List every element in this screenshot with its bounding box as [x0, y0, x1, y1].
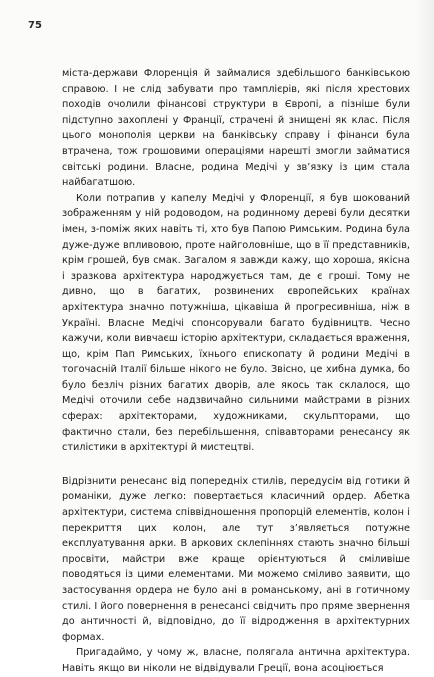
- paragraph-3: Відрізнити ренесанс від попередніх стилів, передусім від готики й романіки, дуже легко: повертається класичний ордер. Абетка архітектури, система співвідношення пропорцій елементів, колон і перекриття цих колон, але тут з’являється потужне експлуатування арки. В аркових склепіннях стають значно більші просвіти, майстри вже краще орієнтуються й сміливіше поводяться із цими елементами. Ми можемо сміливо заявити, що застосування ордера не було ані в романському, ані в готичному стилі. І його повернення в ренесансі свідчить про пряме звернення до античності й, відповідно, до її відродження в архітектурних формах.: [62, 475, 410, 643]
- paragraph-1: міста-держави Флоренція й займалися здебільшого банківською справою. І не слід забувати про тамплієрів, які після хрестових походів очолили фінансові структури в Європі, а пізніше були підступно захоплені у Франції, страчені й знищені як клас. Після цього монополія церкви на банківську справу і фінанси була втрачена, тож грошовими операціями нарешті змогли займатися світські родини. Власне, родина Медічі у зв’язку із цим стала найбагатшою.: [62, 68, 410, 189]
- paragraph-4: Пригадаймо, у чому ж, власне, полягала антична архітектура. Навіть якщо ви ніколи не відвідували Греції, вона асоціюється: [62, 647, 410, 674]
- section-break: [62, 456, 410, 474]
- page-number: 75: [28, 20, 42, 31]
- body-text: [62, 66, 410, 677]
- paragraph-2: Коли потрапив у капелу Медічі у Флоренції, я був шокований зображенням у ній родоводом, на родинному дереві були десятки імен, з-поміж яких навіть ті, хто був Папою Римським. Родина була дуже-дуже впливовою, проте найголовніше, що в її представників, крім грошей, був смак. Загалом я завжди кажу, що хороша, якісна і зразкова архітектура народжується там, де є гроші. Тому не дивно, що в багатих, розвинених європейських країнах архітектура значно потужніша, цікавіша й прогресивніша, ніж в Україні. Власне Медічі спонсорували багато будівництв. Чесно кажучи, коли вивчаєш історію архітектури, складається враження, що, крім Пап Римських, їхнього єпископату й родини Медічі в тогочасній Італії більше нікого не було. Звісно, це хибна думка, бо було безліч різних багатих дворів, але якось так склалося, що Медічі оточили себе надзвичайно сильними майстрами в різних сферах: архітекторами, художниками, скульпторами, що фактично стали, без перебільшення, співавторами ренесансу як стилістики в архітектурі й мистецтві.: [62, 192, 410, 454]
